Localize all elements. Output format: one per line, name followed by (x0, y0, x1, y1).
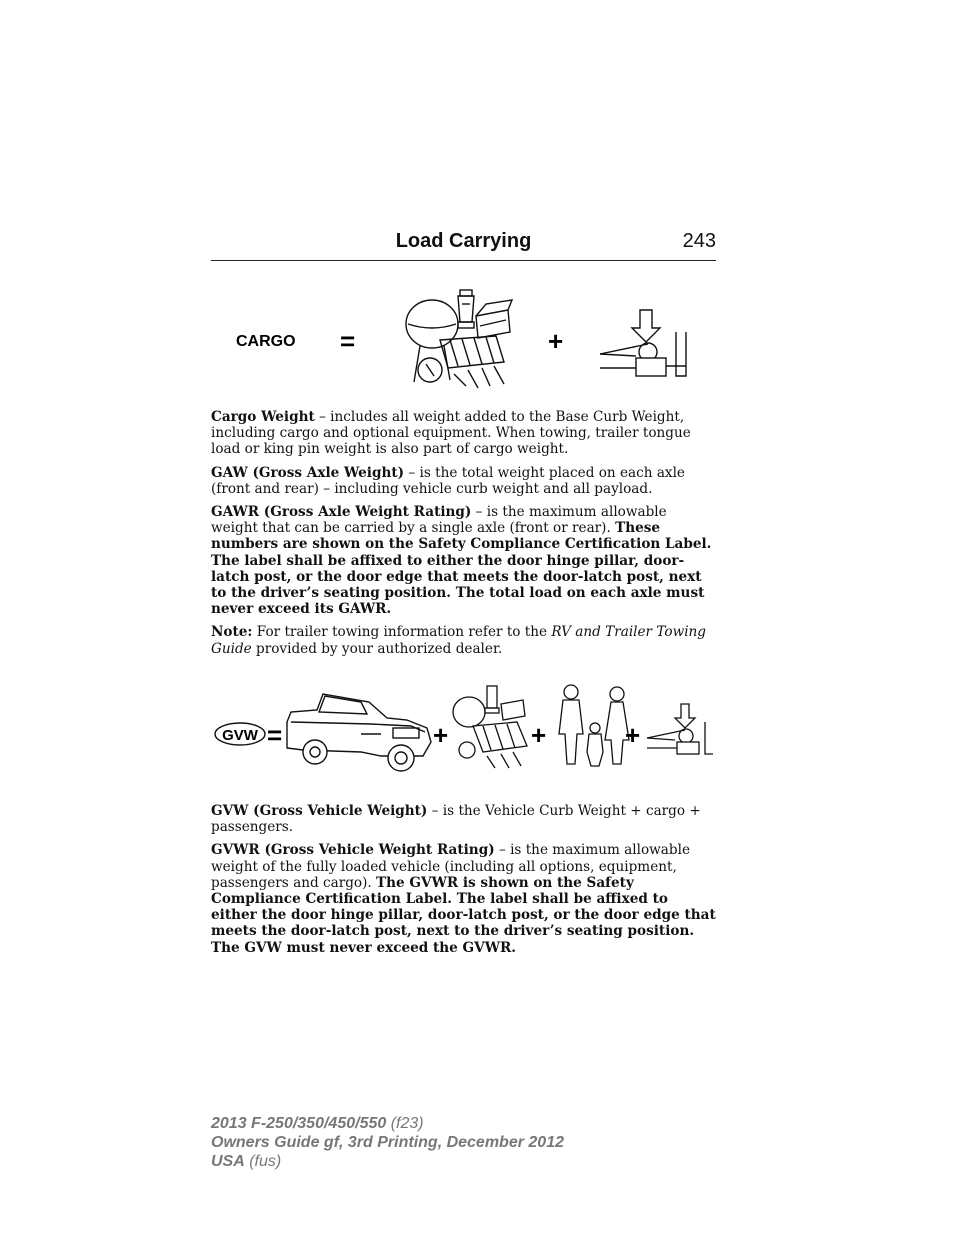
gvw-trailer-hitch-icon (647, 704, 713, 754)
cargo-items-icon (406, 290, 512, 388)
gvw-equals-sign: = (267, 720, 283, 750)
cargo-illustration (228, 282, 698, 394)
footer-line-3 (211, 1152, 564, 1171)
cargo-weight-paragraph (211, 409, 716, 458)
gvw-cargo-items-icon (453, 686, 527, 768)
note-guide-title: RV and Trailer Towing Guide (211, 624, 707, 657)
footer-model: 2013 F-250/350/450/550 (211, 1115, 387, 1132)
gawr-paragraph (211, 504, 716, 617)
gaw-term: GAW (Gross Axle Weight) (211, 464, 405, 481)
footer-market-code: (fus) (244, 1153, 282, 1170)
gvw-plus-sign-3: + (625, 720, 641, 750)
trailer-hitch-icon (600, 310, 686, 376)
gvwr-text: – is the maximum allowable weight of the fully loaded vehicle (including all options, equipment, passengers and cargo). (211, 842, 690, 891)
cargo-equals-sign: = (340, 326, 356, 356)
cargo-plus-sign: + (548, 326, 564, 356)
cargo-label: CARGO (236, 333, 296, 350)
page-footer (211, 1114, 564, 1171)
definitions-block-2 (211, 803, 716, 963)
gvw-badge (215, 723, 265, 745)
passengers-icon (559, 685, 629, 766)
gvwr-paragraph (211, 842, 716, 955)
gvwr-bold-text: The GVWR is shown on the Safety Compliance Certification Label. The label shall be affixed to either the door hinge pillar, door-latch post, or the door edge that meets the door-latch post, next to the driver’s seating position. The GVW must never exceed the GVWR. (211, 874, 716, 956)
footer-edition: Owners Guide gf, 3rd Printing, December 2012 (211, 1134, 564, 1151)
gaw-text: – is the total weight placed on each axle (front and rear) – including vehicle curb weight and all payload. (211, 464, 685, 497)
note-text-before: For trailer towing information refer to the (252, 624, 552, 641)
gawr-text: – is the maximum allowable weight that can be carried by a single axle (front or rear). (211, 504, 667, 537)
section-title: Load Carrying (395, 230, 532, 252)
cargo-weight-text: – includes all weight added to the Base Curb Weight, including cargo and optional equipment. When towing, trailer tongue load or king pin weight is also part of cargo weight. (211, 409, 691, 458)
definitions-block-1 (211, 409, 716, 664)
footer-model-code: (f23) (386, 1115, 424, 1132)
gawr-term: GAWR (Gross Axle Weight Rating) (211, 504, 472, 521)
gvw-paragraph (211, 803, 716, 835)
note-paragraph (211, 624, 716, 656)
gaw-paragraph (211, 465, 716, 497)
note-term: Note: (211, 624, 253, 641)
footer-line-1 (211, 1114, 564, 1133)
page-header (211, 228, 716, 261)
footer-market: USA (211, 1153, 245, 1170)
gvw-text: – is the Vehicle Curb Weight + cargo + passengers. (211, 803, 701, 836)
gvw-term: GVW (Gross Vehicle Weight) (211, 803, 428, 819)
footer-line-2 (211, 1133, 564, 1152)
gvw-plus-sign-1: + (433, 720, 449, 750)
gvw-label: GVW (222, 727, 258, 744)
page-number: 243 (682, 230, 716, 252)
pickup-truck-icon (287, 694, 431, 771)
note-text-after: provided by your authorized dealer. (251, 640, 503, 657)
gvwr-term: GVWR (Gross Vehicle Weight Rating) (211, 842, 495, 859)
cargo-weight-term: Cargo Weight (211, 409, 315, 425)
gvw-plus-sign-2: + (531, 720, 547, 750)
gawr-bold-text: These numbers are shown on the Safety Compliance Certification Label. The label shall be affixed to either the door hinge pillar, door-latch post, or the door edge that meets the door-latch post, next to the driver’s seating position. The total load on each axle must never exceed its GAWR. (211, 520, 712, 618)
gvw-illustration (211, 682, 716, 772)
